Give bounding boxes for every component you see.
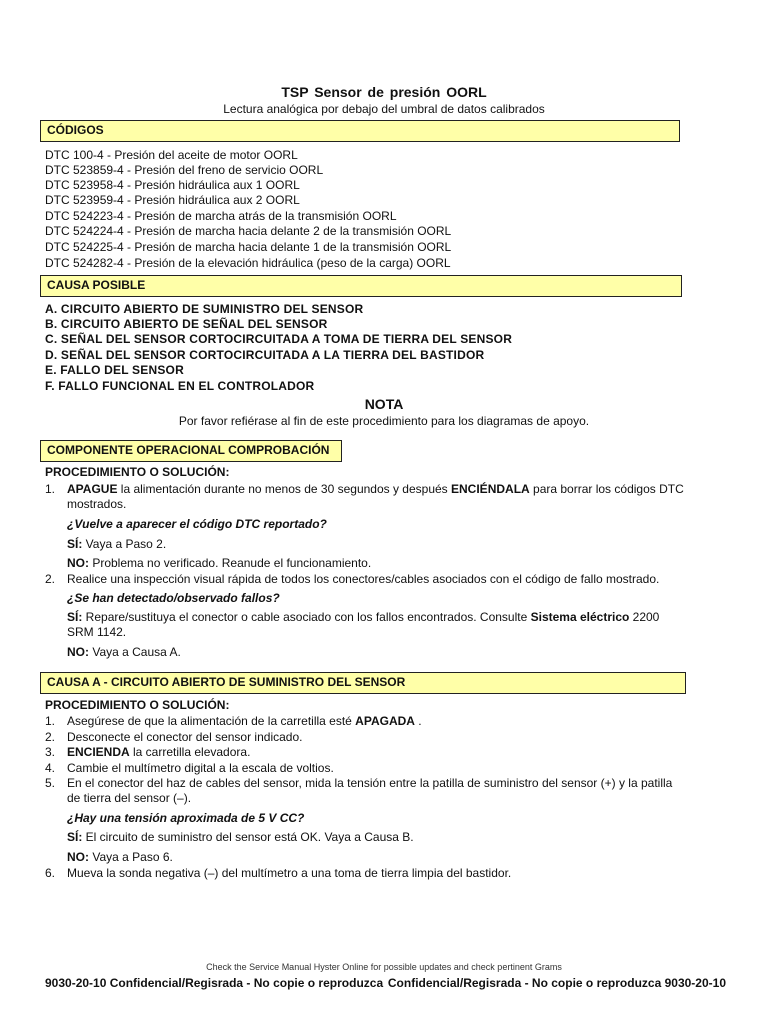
cause-item: F. FALLO FUNCIONAL EN EL CONTROLADOR [45,379,315,393]
cause-a-step-5-question: ¿Hay una tensión aproximada de 5 V CC? [67,811,305,825]
cause-a-step-5-yes: SÍ: El circuito de suministro del sensor está OK. Vaya a Causa B. [67,830,414,844]
page-subtitle: Lectura analógica por debajo del umbral de datos calibrados [223,102,545,116]
code-item: DTC 523859-4 - Presión del freno de servicio OORL [45,163,324,177]
code-item: DTC 100-4 - Presión del aceite de motor OORL [45,148,298,162]
procedure-label: PROCEDIMIENTO O SOLUCIÓN: [45,465,230,479]
cause-item: E. FALLO DEL SENSOR [45,363,184,377]
step-number: 2. [45,572,56,586]
causes-header: CAUSA POSIBLE [40,275,682,297]
step-2-no: NO: Vaya a Causa A. [67,645,181,659]
step-number: 5. [45,776,56,790]
cause-a-step-1: Asegúrese de que la alimentación de la carretilla esté APAGADA . [67,714,422,728]
step-number: 1. [45,482,56,496]
step-number: 6. [45,866,56,880]
code-item: DTC 524223-4 - Presión de marcha atrás de la transmisión OORL [45,209,397,223]
codes-header: CÓDIGOS [40,120,680,142]
cause-item: D. SEÑAL DEL SENSOR CORTOCIRCUITADA A LA TIERRA DEL BASTIDOR [45,348,485,362]
page-title: TSP Sensor de presión OORL [281,84,487,100]
cause-item: C. SEÑAL DEL SENSOR CORTOCIRCUITADA A TOMA DE TIERRA DEL SENSOR [45,332,513,346]
cause-a-step-5: En el conector del haz de cables del sensor, mida la tensión entre la patilla de suministro del sensor (+) y la patilla de tierra del sensor (–). [67,776,673,805]
footer-left: 9030-20-10 Confidencial/Regisrada - No copie o reproduzca [45,976,384,990]
step-1-text: APAGUE la alimentación durante no menos de 30 segundos y después ENCIÉNDALA para borrar los códigos DTC mostrados. [67,482,684,511]
procedure-label: PROCEDIMIENTO O SOLUCIÓN: [45,698,230,712]
cause-a-header: CAUSA A - CIRCUITO ABIERTO DE SUMINISTRO DEL SENSOR [40,672,686,694]
cause-a-step-3: ENCIENDA la carretilla elevadora. [67,745,251,759]
code-item: DTC 523958-4 - Presión hidráulica aux 1 OORL [45,178,300,192]
op-check-header: COMPONENTE OPERACIONAL COMPROBACIÓN [40,440,342,462]
code-item: DTC 524282-4 - Presión de la elevación hidráulica (peso de la carga) OORL [45,256,451,270]
step-1-question: ¿Vuelve a aparecer el código DTC reportado? [67,517,327,531]
step-number: 2. [45,730,56,744]
step-2-question: ¿Se han detectado/observado fallos? [67,591,280,605]
cause-a-step-2: Desconecte el conector del sensor indicado. [67,730,303,744]
step-2-text: Realice una inspección visual rápida de todos los conectores/cables asociados con el código de fallo mostrado. [67,572,660,586]
step-number: 1. [45,714,56,728]
step-number: 3. [45,745,56,759]
code-item: DTC 524224-4 - Presión de marcha hacia delante 2 de la transmisión OORL [45,224,452,238]
cause-a-step-6: Mueva la sonda negativa (–) del multímetro a una toma de tierra limpia del bastidor. [67,866,512,880]
code-item: DTC 524225-4 - Presión de marcha hacia delante 1 de la transmisión OORL [45,240,452,254]
nota-text: Por favor refiérase al fin de este procedimiento para los diagramas de apoyo. [178,414,590,428]
nota-title: NOTA [364,396,404,412]
cause-a-step-4: Cambie el multímetro digital a la escala de voltios. [67,761,334,775]
footer-right: Confidencial/Regisrada - No copie o reproduzca 9030-20-10 [387,976,726,990]
cause-item: B. CIRCUITO ABIERTO DE SEÑAL DEL SENSOR [45,317,328,331]
footer-notice: Check the Service Manual Hyster Online for possible updates and check pertinent Grams [206,962,562,972]
step-1-yes: SÍ: Vaya a Paso 2. [67,537,167,551]
step-number: 4. [45,761,56,775]
cause-item: A. CIRCUITO ABIERTO DE SUMINISTRO DEL SENSOR [45,302,364,316]
cause-a-step-5-no: NO: Vaya a Paso 6. [67,850,173,864]
step-2-yes: SÍ: Repare/sustituya el conector o cable asociado con los fallos encontrados. Consulte Sistema eléctrico 2200 SRM 1142. [67,610,660,639]
step-1-no: NO: Problema no verificado. Reanude el funcionamiento. [67,556,372,570]
code-item: DTC 523959-4 - Presión hidráulica aux 2 OORL [45,193,300,207]
